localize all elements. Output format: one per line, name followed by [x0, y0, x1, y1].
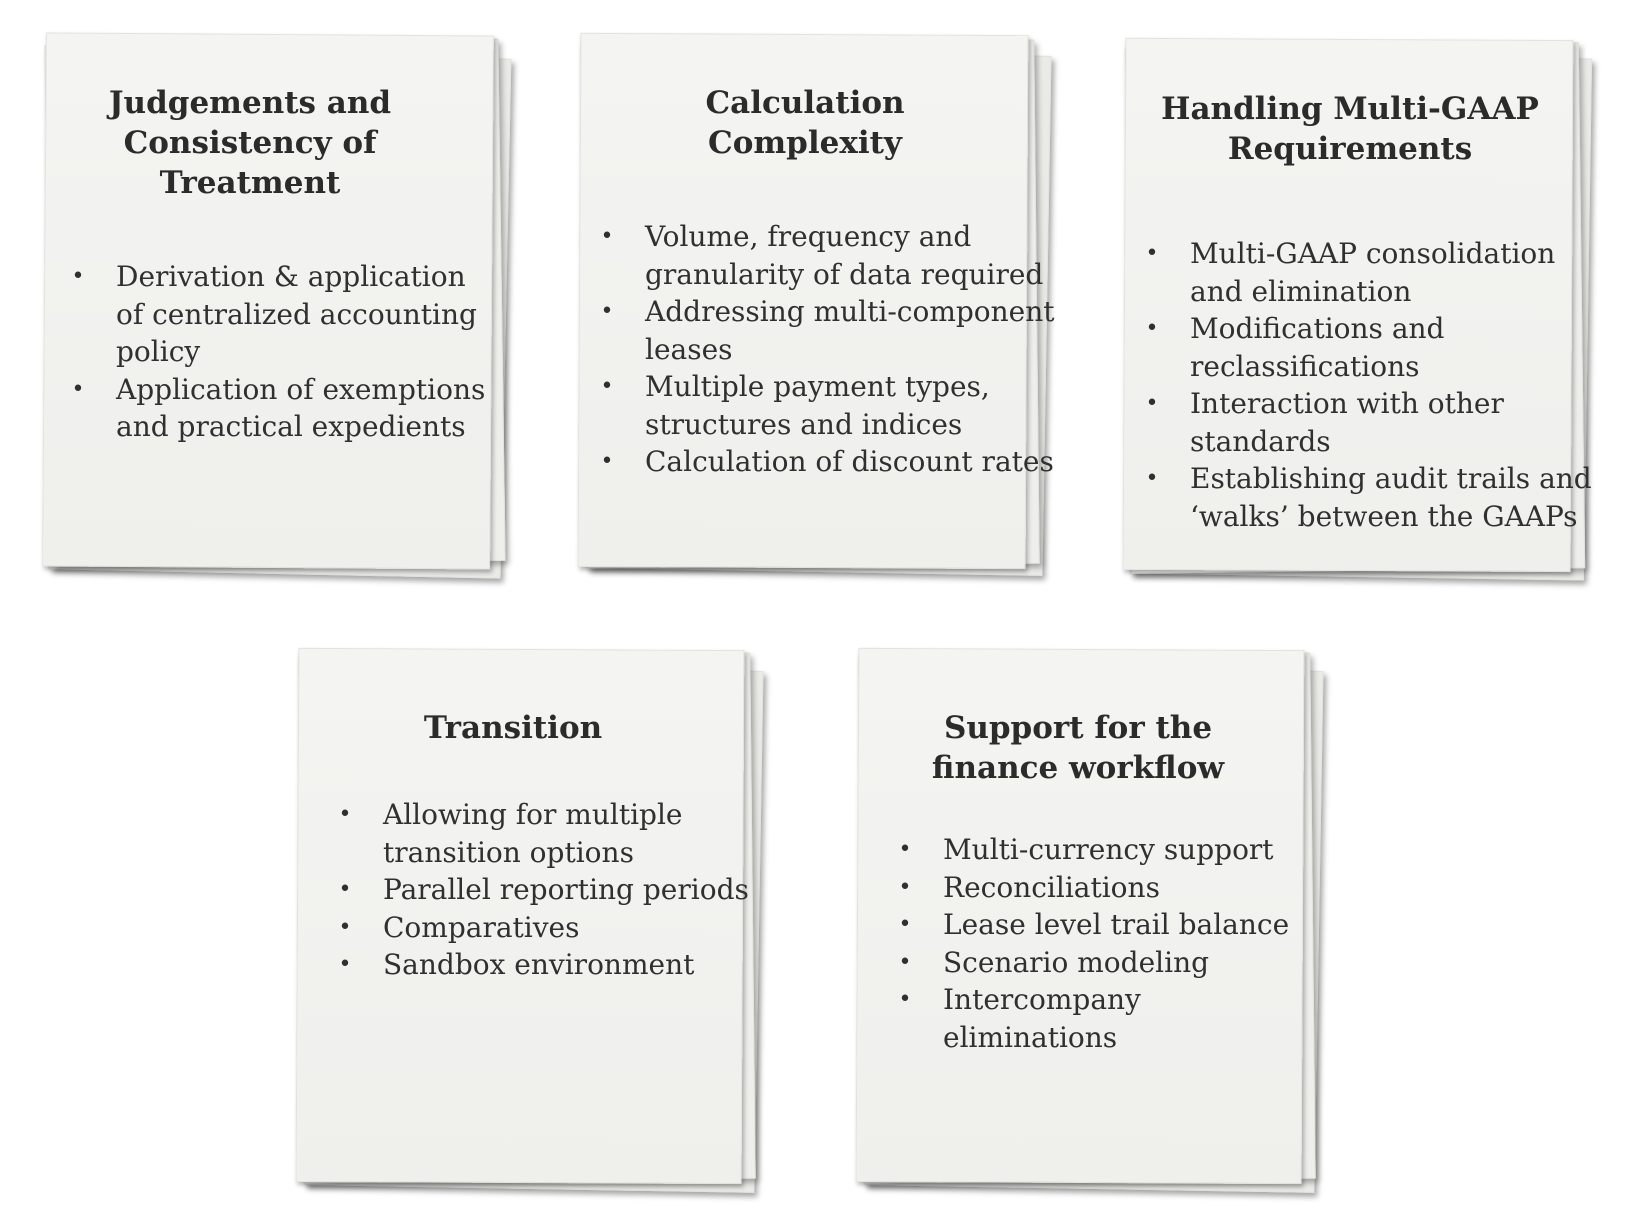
bullet-icon: • [1145, 466, 1159, 491]
list-item: • Lease level trail balance [895, 906, 1315, 944]
card-title: Calculation Complexity [705, 85, 905, 161]
list-item: • Comparatives [335, 909, 755, 947]
bullet-list [597, 218, 1057, 481]
list-item: • Allowing for multiple transition options [335, 796, 755, 871]
bullet-icon: • [338, 952, 352, 977]
list-item: • Addressing multi-component leases [597, 293, 1057, 368]
list-item: • Volume, frequency and granularity of data required [597, 218, 1057, 293]
list-item: • Intercompany eliminations [895, 981, 1315, 1056]
bullet-icon: • [600, 224, 614, 249]
list-item: • Calculation of discount rates [597, 443, 1057, 481]
bullet-icon: • [338, 877, 352, 902]
bullet-icon: • [898, 912, 912, 937]
bullet-icon: • [600, 449, 614, 474]
card-judgements [40, 30, 510, 590]
card-title: Transition [423, 710, 603, 746]
bullet-icon: • [600, 299, 614, 324]
bullet-icon: • [1145, 316, 1159, 341]
bullet-icon: • [338, 802, 352, 827]
bullet-icon: • [898, 837, 912, 862]
card-title: Handling Multi-GAAP Requirements [1161, 91, 1539, 167]
list-item: • Establishing audit trails and ‘walks’ between the GAAPs [1142, 460, 1602, 535]
bullet-icon: • [600, 374, 614, 399]
bullet-list [1142, 235, 1602, 535]
bullet-icon: • [1145, 241, 1159, 266]
bullet-list [68, 258, 498, 446]
card-finance-workflow [853, 645, 1333, 1205]
bullet-list [895, 831, 1315, 1056]
list-item: • Interaction with other standards [1142, 385, 1602, 460]
list-item: • Multi-GAAP consolidation and elimination [1142, 235, 1602, 310]
bullet-icon: • [71, 376, 85, 402]
bullet-icon: • [1145, 391, 1159, 416]
list-item: • Multi-currency support [895, 831, 1315, 869]
list-item: • Modifications and reclassifications [1142, 310, 1602, 385]
list-item: • Sandbox environment [335, 946, 755, 984]
list-item: • Multiple payment types, structures and indices [597, 368, 1057, 443]
list-item: • Reconciliations [895, 869, 1315, 907]
list-item: • Scenario modeling [895, 944, 1315, 982]
bullet-icon: • [898, 987, 912, 1012]
bullet-icon: • [898, 949, 912, 975]
bullet-icon: • [338, 914, 352, 940]
card-calculation [575, 30, 1055, 590]
card-title: Judgements and Consistency of Treatment [108, 85, 392, 201]
card-multi-gaap [1120, 35, 1600, 595]
bullet-icon: • [71, 264, 85, 289]
list-item: • Application of exemptions and practical expedients [68, 371, 498, 446]
list-item: • Derivation & application of centralized accounting policy [68, 258, 498, 371]
bullet-list [335, 796, 755, 984]
card-transition [293, 645, 773, 1205]
bullet-icon: • [898, 874, 912, 900]
card-title: Support for the finance workflow [931, 710, 1225, 786]
list-item: • Parallel reporting periods [335, 871, 755, 909]
